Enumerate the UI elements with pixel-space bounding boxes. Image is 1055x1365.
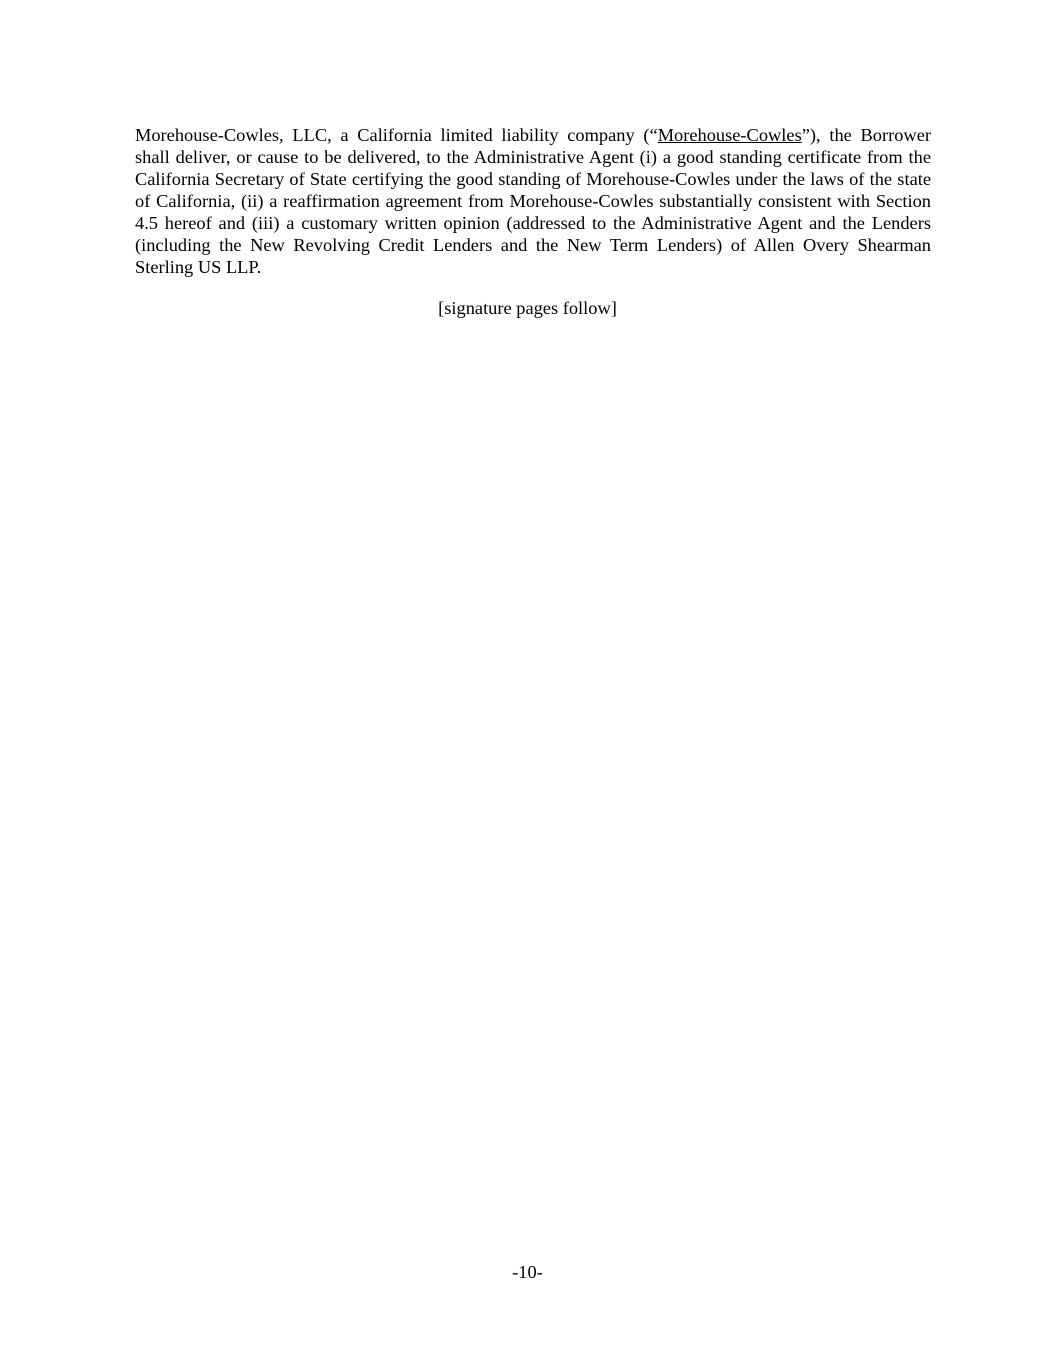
defined-term: Morehouse-Cowles: [657, 125, 802, 145]
paragraph-lead-text: Morehouse-Cowles, LLC, a California limited liability company (“: [135, 125, 658, 145]
page-number: -10-: [512, 1262, 543, 1282]
body-paragraph: [135, 124, 931, 278]
paragraph-rest-text: ”), the Borrower shall deliver, or cause to be delivered, to the Administrative Agent (i) a good standing certificate from the California Secretary of State certifying the good standing of Morehouse-Cowles under the laws of the state of California, (ii) a reaffirmation agreement from Morehouse-Cowles substantially consistent with Section 4.5 hereof and (iii) a customary written opinion (addressed to the Administrative Agent and the Lenders (including the New Revolving Credit Lenders and the New Term Lenders) of Allen Overy Shearman Sterling US LLP.: [135, 125, 931, 277]
signature-pages-note: [signature pages follow]: [438, 298, 617, 318]
